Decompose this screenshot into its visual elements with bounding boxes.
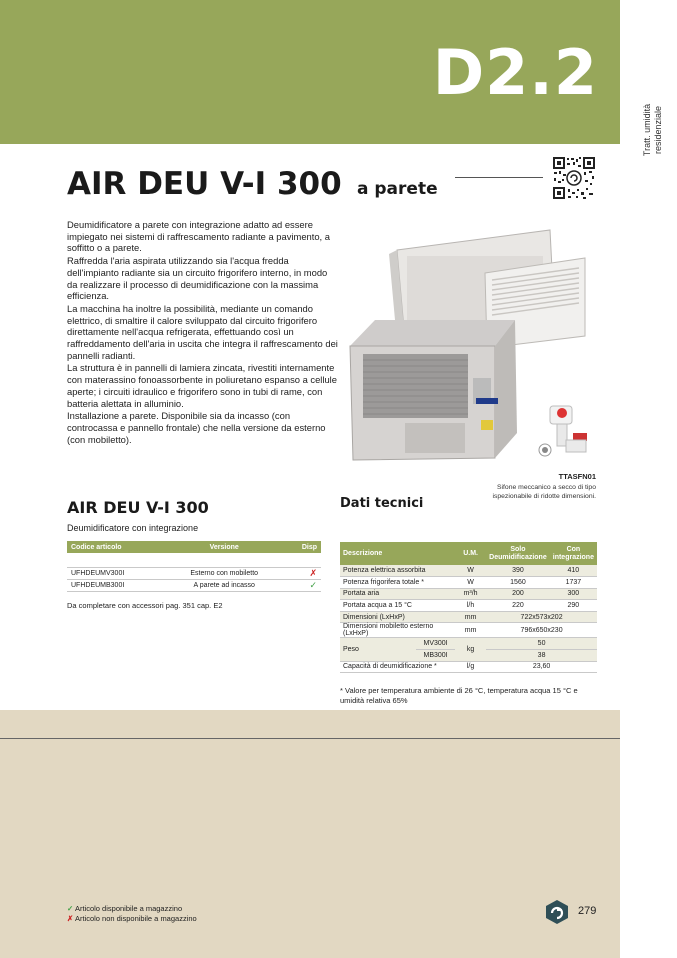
column-header: U.M.: [455, 542, 486, 565]
header-line: Deumidificazione: [489, 553, 547, 561]
header-band: [0, 0, 620, 144]
row-unit: W: [455, 577, 486, 589]
header-line: Solo: [510, 545, 526, 553]
column-header: Disp: [284, 541, 321, 553]
row-model: MV300I: [416, 638, 455, 650]
articles-table: [67, 541, 321, 592]
footer-divider: [0, 738, 620, 739]
row-unit: W: [455, 565, 486, 577]
row-value: 220: [486, 600, 550, 612]
tech-data-table: [340, 542, 597, 673]
header-line: Con: [566, 545, 581, 553]
article-version: Esterno con mobiletto: [164, 567, 284, 579]
row-unit: l/h: [455, 600, 486, 612]
unavailable-cross-icon: ✗: [309, 567, 317, 578]
row-unit: mm: [455, 611, 486, 623]
description-paragraph: La struttura è in pannelli di lamiera zincata, rivestiti internamente con materassino fonoassorbente in poliuretano espanso a cellule aperte; i circuiti idraulico e frigorifero sono in tubi di rame, con batteria alettata in alluminio.: [67, 362, 337, 409]
header-line: integrazione: [552, 553, 594, 561]
available-check-icon: ✓: [309, 579, 317, 590]
row-unit: mm: [455, 623, 486, 638]
column-header: Codice articolo: [67, 541, 164, 553]
table-row: [340, 600, 597, 612]
table-row: [340, 661, 597, 673]
row-unit: m³/h: [455, 588, 486, 600]
article-version: A parete ad incasso: [164, 579, 284, 591]
title-divider: [455, 177, 543, 178]
column-header: [550, 542, 597, 565]
table-row: [340, 588, 597, 600]
row-label: Portata aria: [340, 588, 455, 600]
row-value: 200: [486, 588, 550, 600]
row-label: Dimensioni (LxHxP): [340, 611, 455, 623]
row-value: 290: [550, 600, 597, 612]
description-paragraph: Deumidificatore a parete con integrazione adatto ad essere impiegato nei sistemi di raffrescamento radiante a pavimento, a soffitto o a parete.: [67, 219, 330, 254]
row-label: Portata acqua a 15 °C: [340, 600, 455, 612]
tech-data-footnote: * Valore per temperatura ambiente di 26 °C, temperatura acqua 15 °C e umidità relativa 65%: [340, 686, 578, 705]
description-paragraph: Raffredda l'aria aspirata utilizzando sia l'acqua fredda dell'impianto radiante sia un circuito frigorifero interno, in modo da realizzare il processo di deumidificazione con la massima efficienza.: [67, 255, 328, 302]
articles-note: Da completare con accessori pag. 351 cap. E2: [67, 601, 223, 610]
product-description: [67, 219, 340, 446]
table-row: [340, 611, 597, 623]
row-label: Potenza frigorifera totale *: [340, 577, 455, 589]
product-image: [345, 228, 600, 473]
row-value: 50: [486, 638, 597, 650]
legend-label: Articolo disponibile a magazzino: [74, 904, 183, 913]
legend-item: [67, 904, 197, 914]
description-paragraph: La macchina ha inoltre la possibilità, mediante un comando elettrico, di smaltire il calore sviluppato dal circuito frigorifero direttamente nell'acqua refrigerata, effettuando così un raffreddamento dell'aria in uscita che integra il raffrescamento dei pannelli radianti.: [67, 302, 338, 361]
row-value: 410: [550, 565, 597, 577]
row-model: MB300I: [416, 650, 455, 662]
row-label: Peso: [340, 638, 416, 661]
brand-logo-icon: [544, 899, 570, 925]
row-value: 300: [550, 588, 597, 600]
section-code: D2.2: [432, 36, 598, 109]
table-row: [340, 638, 597, 650]
row-label: Capacità di deumidificazione *: [340, 661, 455, 673]
row-label: Potenza elettrica assorbita: [340, 565, 455, 577]
accessory-code: TTASFN01: [558, 472, 596, 481]
section-side-tab: [620, 100, 677, 210]
row-value: 390: [486, 565, 550, 577]
row-unit: kg: [455, 638, 486, 661]
row-value: 23,60: [486, 661, 597, 673]
section-side-tab-line1: Tratt. umidità: [642, 103, 652, 157]
cross-icon: ✗: [67, 914, 74, 923]
accessory-description: Sifone meccanico a secco di tipo ispezionabile di ridotte dimensioni.: [492, 484, 596, 500]
description-paragraph: Installazione a parete. Disponibile sia da incasso (con controcassa e pannello frontale) che nella versione da esterno (con mobiletto).: [67, 410, 326, 445]
row-value: 1737: [550, 577, 597, 589]
qr-code-icon[interactable]: [552, 156, 596, 200]
tech-data-title: Dati tecnici: [340, 496, 424, 511]
articles-title: AIR DEU V-I 300: [67, 498, 209, 517]
table-row: [340, 623, 597, 638]
article-code: UFHDEUMB300I: [67, 579, 164, 591]
page-number: 279: [578, 905, 597, 917]
row-label: Dimensioni mobiletto esterno (LxHxP): [340, 623, 455, 638]
table-row: [340, 565, 597, 577]
check-icon: ✓: [67, 904, 74, 913]
articles-subtitle: Deumidificatore con integrazione: [67, 523, 199, 533]
row-value: 722x573x202: [486, 611, 597, 623]
row-value: 796x650x230: [486, 623, 597, 638]
section-side-tab-text: [642, 80, 664, 180]
table-row: [67, 567, 321, 579]
column-header: Versione: [164, 541, 284, 553]
table-row: [340, 577, 597, 589]
column-header: Descrizione: [340, 542, 455, 565]
column-header: [486, 542, 550, 565]
table-row: [67, 579, 321, 591]
article-code: UFHDEUMV300I: [67, 567, 164, 579]
product-title: AIR DEU V-I 300: [67, 166, 342, 202]
section-side-tab-line2: residenziale: [653, 105, 663, 155]
product-subtitle: a parete: [357, 179, 438, 199]
row-value: 1560: [486, 577, 550, 589]
row-unit: l/g: [455, 661, 486, 673]
row-value: 38: [486, 650, 597, 662]
legend-label: Articolo non disponibile a magazzino: [74, 914, 197, 923]
availability-legend: [67, 904, 197, 924]
legend-item: [67, 914, 197, 924]
table-spacer-row: [67, 553, 321, 567]
